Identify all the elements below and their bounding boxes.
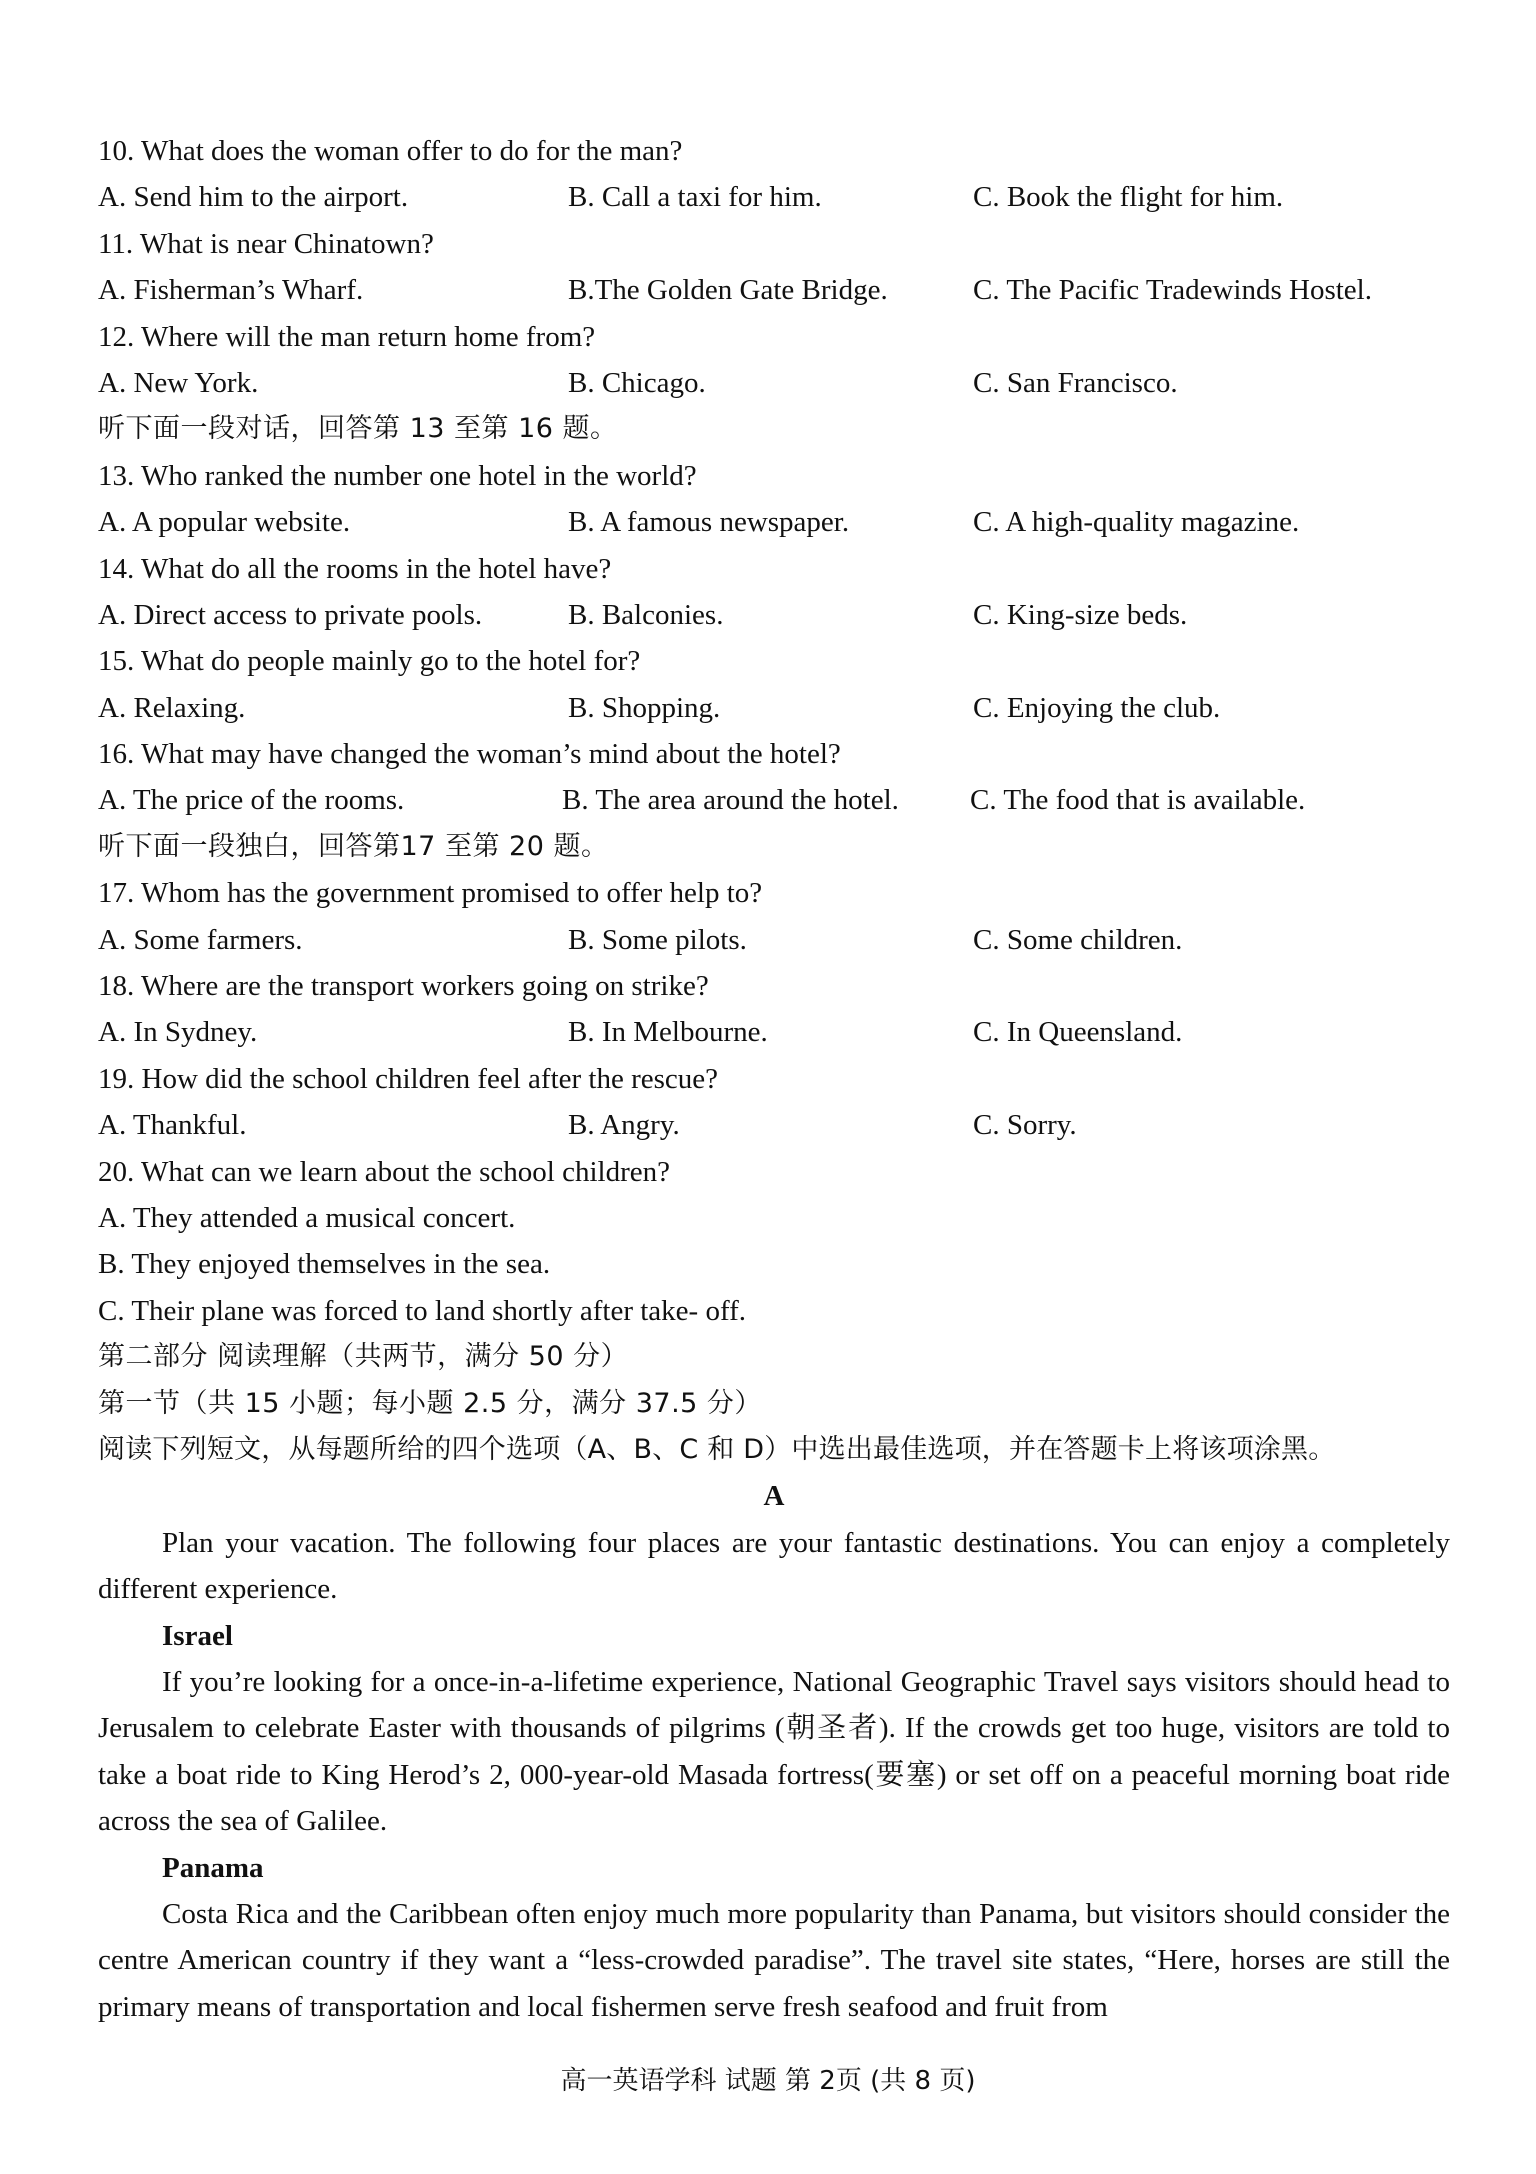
option-b: B. Chicago. xyxy=(568,366,706,399)
option-c: C. King-size beds. xyxy=(973,598,1188,631)
option-b: B. Call a taxi for him. xyxy=(568,181,822,214)
part-two-title: 第二部分 阅读理解（共两节，满分 50 分） xyxy=(98,1341,629,1373)
question-20: 20. What can we learn about the school children? xyxy=(98,1155,670,1188)
instruction-13-16: 听下面一段对话，回答第 13 至第 16 题。 xyxy=(98,413,618,445)
question-14: 14. What do all the rooms in the hotel have? xyxy=(98,552,612,585)
options-13 xyxy=(98,499,1450,545)
exam-page xyxy=(98,128,1450,2030)
option-a: A. Fisherman’s Wharf. xyxy=(98,274,364,307)
israel-heading: Israel xyxy=(162,1619,233,1652)
question-10: 10. What does the woman offer to do for the man? xyxy=(98,135,683,167)
option-b: B.The Golden Gate Bridge. xyxy=(568,274,888,307)
question-13: 13. Who ranked the number one hotel in the world? xyxy=(98,459,697,492)
option-b: B. They enjoyed themselves in the sea. xyxy=(98,1248,551,1281)
question-19: 19. How did the school children feel after the rescue? xyxy=(98,1062,719,1095)
question-18: 18. Where are the transport workers going on strike? xyxy=(98,970,709,1003)
question-block-10 xyxy=(98,128,1450,221)
passage-label: A xyxy=(763,1480,785,1513)
option-a: A. Some farmers. xyxy=(98,923,303,956)
question-17: 17. Whom has the government promised to offer help to? xyxy=(98,877,763,910)
section-one-title: 第一节（共 15 小题；每小题 2.5 分，满分 37.5 分） xyxy=(98,1387,762,1419)
option-a: A. Send him to the airport. xyxy=(98,181,409,214)
option-c: C. A high-quality magazine. xyxy=(973,506,1300,539)
option-b: B. A famous newspaper. xyxy=(568,506,850,539)
options-17 xyxy=(98,917,1450,963)
options-12 xyxy=(98,360,1450,406)
question-block-20 xyxy=(98,1149,1450,1335)
option-a: A. Relaxing. xyxy=(98,691,246,724)
options-14 xyxy=(98,592,1450,638)
panama-heading: Panama xyxy=(162,1851,264,1884)
question-16: 16. What may have changed the woman’s mind about the hotel? xyxy=(98,738,841,771)
option-b: B. In Melbourne. xyxy=(568,1016,768,1049)
option-b: B. The area around the hotel. xyxy=(562,784,899,817)
passage-intro: Plan your vacation. The following four places are your fantastic destinations. You can enjoy a completely different experience. xyxy=(98,1526,1450,1606)
option-b: B. Balconies. xyxy=(568,598,724,631)
options-11 xyxy=(98,267,1450,313)
panama-paragraph: Costa Rica and the Caribbean often enjoy much more popularity than Panama, but visitors should consider the centre American country if they want a “less-crowded paradise”. The travel site states, “Here, horses are still the primary means of transportation and local fishermen serve fresh seafood and fruit from xyxy=(98,1897,1450,2023)
option-a: A. A popular website. xyxy=(98,506,351,539)
options-18 xyxy=(98,1009,1450,1055)
question-11: 11. What is near Chinatown? xyxy=(98,227,434,260)
option-a: A. The price of the rooms. xyxy=(98,784,405,817)
question-block-16 xyxy=(98,731,1450,824)
question-block-12 xyxy=(98,314,1450,407)
option-c: C. Enjoying the club. xyxy=(973,691,1221,724)
question-block-17 xyxy=(98,870,1450,963)
option-b: B. Some pilots. xyxy=(568,923,747,956)
question-block-15 xyxy=(98,638,1450,731)
option-c: C. San Francisco. xyxy=(973,366,1178,399)
question-block-19 xyxy=(98,1056,1450,1149)
question-12: 12. Where will the man return home from? xyxy=(98,320,596,353)
question-block-11 xyxy=(98,221,1450,314)
option-c: C. Their plane was forced to land shortly after take- off. xyxy=(98,1294,746,1327)
question-15: 15. What do people mainly go to the hotel for? xyxy=(98,645,641,678)
option-a: A. In Sydney. xyxy=(98,1016,258,1049)
option-a: A. New York. xyxy=(98,366,259,399)
question-block-18 xyxy=(98,963,1450,1056)
option-a: A. Thankful. xyxy=(98,1109,247,1142)
israel-paragraph: If you’re looking for a once-in-a-lifetime experience, National Geographic Travel says visitors should head to Jerusalem to celebrate Easter with thousands of pilgrims (朝圣者). If the crowds get too huge, visitors are told to take a boat ride to King Herod’s 2, 000-year-old Masada fortress(要塞) or set off on a peaceful morning boat ride across the sea of Galilee. xyxy=(98,1665,1450,1838)
question-block-13 xyxy=(98,453,1450,546)
option-b: B. Shopping. xyxy=(568,691,721,724)
options-19 xyxy=(98,1102,1450,1148)
option-c: C. Some children. xyxy=(973,923,1183,956)
page-footer: 高一英语学科 试题 第 2页 (共 8 页) xyxy=(560,2066,976,2096)
instruction-17-20: 听下面一段独白，回答第17 至第 20 题。 xyxy=(98,830,609,862)
option-c: C. Sorry. xyxy=(973,1109,1077,1142)
option-c: C. In Queensland. xyxy=(973,1016,1183,1049)
options-10 xyxy=(98,174,1450,220)
option-b: B. Angry. xyxy=(568,1109,680,1142)
reading-instruction: 阅读下列短文，从每题所给的四个选项（A、B、C 和 D）中选出最佳选项，并在答题卡上将该项涂黑。 xyxy=(98,1433,1336,1465)
question-block-14 xyxy=(98,546,1450,639)
option-c: C. The Pacific Tradewinds Hostel. xyxy=(973,274,1372,307)
option-c: C. Book the flight for him. xyxy=(973,181,1284,214)
option-a: A. Direct access to private pools. xyxy=(98,598,483,631)
options-16 xyxy=(98,777,1450,823)
option-c: C. The food that is available. xyxy=(970,784,1306,817)
options-15 xyxy=(98,685,1450,731)
option-a: A. They attended a musical concert. xyxy=(98,1201,516,1234)
